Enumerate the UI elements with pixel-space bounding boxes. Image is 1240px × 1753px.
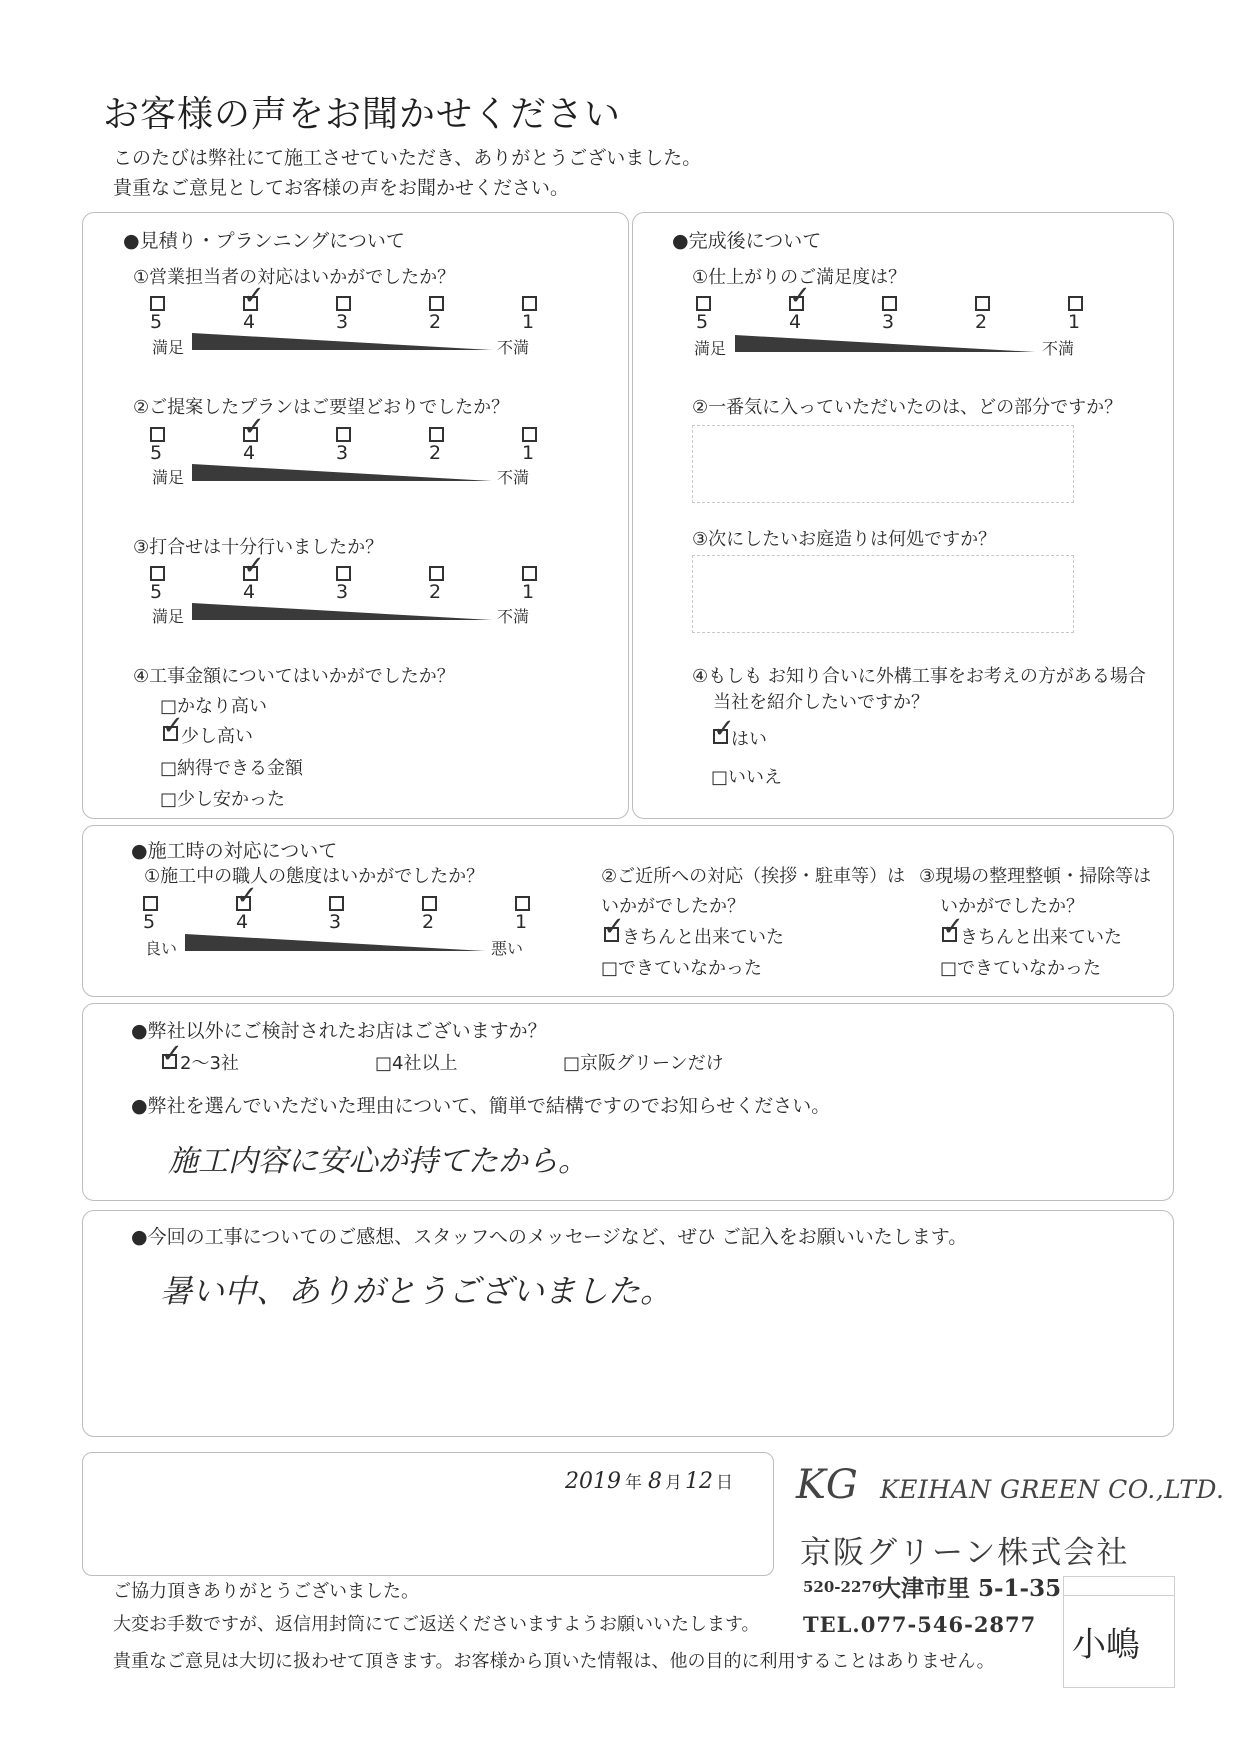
scale-label: 2	[421, 911, 435, 933]
satisfied-label: 満足	[694, 339, 727, 358]
rating-box-3[interactable]	[336, 427, 351, 442]
estimate-q3: ③打合せは十分行いましたか？	[133, 537, 384, 558]
company-logo-mark: KG	[796, 1462, 858, 1508]
scale-label: 5	[149, 581, 163, 603]
unsatisfied-label: 不満	[497, 338, 530, 357]
refer-no-option[interactable]: □いいえ	[711, 767, 783, 788]
estimate-q1: ①営業担当者の対応はいかがでしたか？	[133, 267, 456, 288]
rating-box-3[interactable]	[336, 296, 351, 311]
estimate-q4: ④工事金額についてはいかがでしたか？	[133, 666, 455, 687]
refer-yes-label[interactable]: はい	[731, 729, 767, 750]
rating-box-2[interactable]	[429, 427, 444, 442]
date-day: 12	[685, 1469, 713, 1494]
check-mark: ✓	[942, 912, 964, 942]
satisfaction-wedge	[735, 335, 1035, 353]
bad-label: 悪い	[491, 939, 524, 958]
scale-label: 1	[514, 911, 528, 933]
construction-q2-line2: いかがでしたか？	[601, 896, 745, 917]
scale-label: 4	[235, 911, 249, 933]
check-mark: ✓	[243, 551, 265, 581]
scale-label: 4	[242, 311, 256, 333]
estimate-q2: ②ご提案したプランはご要望どおりでしたか？	[133, 397, 510, 418]
rating-box-5[interactable]	[150, 566, 165, 581]
price-option-slightly-cheap[interactable]: □少し安かった	[160, 789, 286, 810]
cleanup-ok-label[interactable]: きちんと出来ていた	[960, 927, 1122, 948]
scale-label: 5	[149, 442, 163, 464]
scale-label: 3	[335, 442, 349, 464]
other-shops-4plus[interactable]: □4社以上	[375, 1053, 458, 1074]
rating-box-2[interactable]	[429, 296, 444, 311]
scale-label: 1	[521, 581, 535, 603]
staff-box-header	[1064, 1577, 1174, 1596]
rating-box-3[interactable]	[882, 296, 897, 311]
scale-label: 1	[521, 311, 535, 333]
scale-label: 1	[1067, 311, 1081, 333]
satisfaction-wedge	[192, 464, 492, 482]
price-option-reasonable[interactable]: □納得できる金額	[160, 758, 304, 779]
scale-label: 4	[242, 581, 256, 603]
satisfied-label: 満足	[152, 607, 185, 626]
check-mark: ✓	[243, 281, 265, 311]
date-year: 2019	[565, 1469, 621, 1494]
check-mark: ✓	[789, 281, 811, 311]
scale-label: 2	[428, 581, 442, 603]
scale-label: 2	[428, 442, 442, 464]
date-month-unit: 月	[665, 1473, 682, 1493]
staff-box	[1063, 1576, 1175, 1688]
check-mark: ✓	[162, 711, 184, 741]
rating-box-5[interactable]	[696, 296, 711, 311]
intro-line-1: このたびは弊社にて施工させていただき、ありがとうございました。	[113, 147, 702, 169]
check-mark: ✓	[236, 881, 258, 911]
company-tel: TEL.077-546-2877	[803, 1612, 1037, 1637]
footer-line-3: 貴重なご意見は大切に扱わせて頂きます。お客様から頂いた情報は、他の目的に利用することはありません。	[113, 1651, 995, 1672]
date-year-unit: 年	[625, 1473, 642, 1493]
construction-q1: ①施工中の職人の態度はいかがでしたか？	[144, 866, 485, 887]
other-shops-question: ●弊社以外にご検討されたお店はございますか？	[131, 1020, 547, 1042]
comments-handwritten-answer: 暑い中、ありがとうございました。	[160, 1272, 673, 1310]
rating-box-2[interactable]	[975, 296, 990, 311]
construction-q3-line1: ③現場の整理整頓・掃除等は	[919, 866, 1152, 887]
satisfied-label: 満足	[152, 338, 185, 357]
company-address: 大津市里 5-1-35	[878, 1575, 1062, 1602]
neighbor-not-ok-option[interactable]: □できていなかった	[601, 958, 763, 979]
scale-label: 3	[335, 311, 349, 333]
rating-box-1[interactable]	[1068, 296, 1083, 311]
rating-box-5[interactable]	[143, 896, 158, 911]
check-mark: ✓	[713, 714, 735, 744]
satisfaction-wedge	[192, 333, 492, 351]
footer-line-1: ご協力頂きありがとうございました。	[113, 1581, 419, 1602]
rating-box-2[interactable]	[429, 566, 444, 581]
scale-label: 5	[142, 911, 156, 933]
check-mark: ✓	[161, 1039, 183, 1069]
date-field	[565, 1468, 733, 1494]
scale-label: 2	[974, 311, 988, 333]
company-postal: 520-2276	[803, 1578, 883, 1596]
other-shops-2-3[interactable]: 2～3社	[180, 1053, 239, 1074]
scale-label: 3	[881, 311, 895, 333]
rating-box-3[interactable]	[329, 896, 344, 911]
cleanup-not-ok-option[interactable]: □できていなかった	[940, 958, 1102, 979]
date-month: 8	[648, 1469, 662, 1494]
scale-label: 1	[521, 442, 535, 464]
reason-question: ●弊社を選んでいただいた理由について、簡単で結構ですのでお知らせください。	[131, 1095, 831, 1117]
scale-label: 4	[242, 442, 256, 464]
neighbor-ok-label[interactable]: きちんと出来ていた	[622, 927, 784, 948]
company-name-en: KEIHAN GREEN CO.,LTD.	[880, 1475, 1225, 1504]
scale-label: 3	[328, 911, 342, 933]
scale-label: 5	[149, 311, 163, 333]
construction-heading: ●施工時の対応について	[131, 840, 338, 862]
next-garden-answer-box[interactable]	[692, 555, 1074, 633]
price-option-slightly-high[interactable]: 少し高い	[181, 726, 253, 747]
page-title: お客様の声をお聞かせください	[103, 94, 622, 135]
completion-q3: ③次にしたいお庭造りは何処ですか？	[692, 529, 997, 550]
rating-box-5[interactable]	[150, 427, 165, 442]
rating-box-2[interactable]	[422, 896, 437, 911]
estimate-heading: ●見積り・プランニングについて	[123, 230, 405, 252]
unsatisfied-label: 不満	[497, 468, 530, 487]
completion-q1: ①仕上がりのご満足度は？	[692, 267, 907, 288]
unsatisfied-label: 不満	[1042, 339, 1075, 358]
satisfied-label: 満足	[152, 468, 185, 487]
rating-box-1[interactable]	[522, 566, 537, 581]
reason-handwritten-answer: 施工内容に安心が持てたから。	[168, 1144, 588, 1179]
construction-q2-line1: ②ご近所への対応（挨拶・駐車等）は	[601, 866, 906, 887]
staff-handwritten-name: 小嶋	[1072, 1625, 1140, 1665]
other-shops-keihan-only[interactable]: □京阪グリーンだけ	[563, 1053, 724, 1074]
completion-q4-line1: ④もしも お知り合いに外構工事をお考えの方がある場合	[692, 666, 1146, 687]
completion-q4-line2: 当社を紹介したいですか？	[713, 692, 929, 713]
comments-question: ●今回の工事についてのご感想、スタッフへのメッセージなど、ぜひ ご記入をお願いいたします。	[131, 1226, 968, 1248]
favorite-part-answer-box[interactable]	[692, 425, 1074, 503]
scale-label: 3	[335, 581, 349, 603]
unsatisfied-label: 不満	[497, 607, 530, 626]
price-option-very-high[interactable]: □かなり高い	[160, 696, 268, 717]
date-day-unit: 日	[716, 1473, 733, 1493]
rating-box-1[interactable]	[515, 896, 530, 911]
rating-box-5[interactable]	[150, 296, 165, 311]
scale-label: 5	[695, 311, 709, 333]
check-mark: ✓	[603, 912, 625, 942]
construction-q3-line2: いかがでしたか？	[940, 896, 1084, 917]
rating-box-3[interactable]	[336, 566, 351, 581]
intro-line-2: 貴重なご意見としてお客様の声をお聞かせください。	[113, 177, 570, 199]
check-mark: ✓	[243, 412, 265, 442]
good-label: 良い	[145, 939, 178, 958]
rating-box-1[interactable]	[522, 427, 537, 442]
rating-box-1[interactable]	[522, 296, 537, 311]
completion-q2: ②一番気に入っていただいたのは、どの部分ですか？	[692, 397, 1123, 418]
scale-label: 2	[428, 311, 442, 333]
attitude-wedge	[185, 934, 485, 952]
scale-label: 4	[788, 311, 802, 333]
company-name-jp: 京阪グリーン株式会社	[800, 1535, 1130, 1571]
satisfaction-wedge	[192, 603, 492, 621]
footer-line-2: 大変お手数ですが、返信用封筒にてご返送くださいますようお願いいたします。	[113, 1614, 760, 1635]
completion-heading: ●完成後について	[672, 230, 822, 252]
